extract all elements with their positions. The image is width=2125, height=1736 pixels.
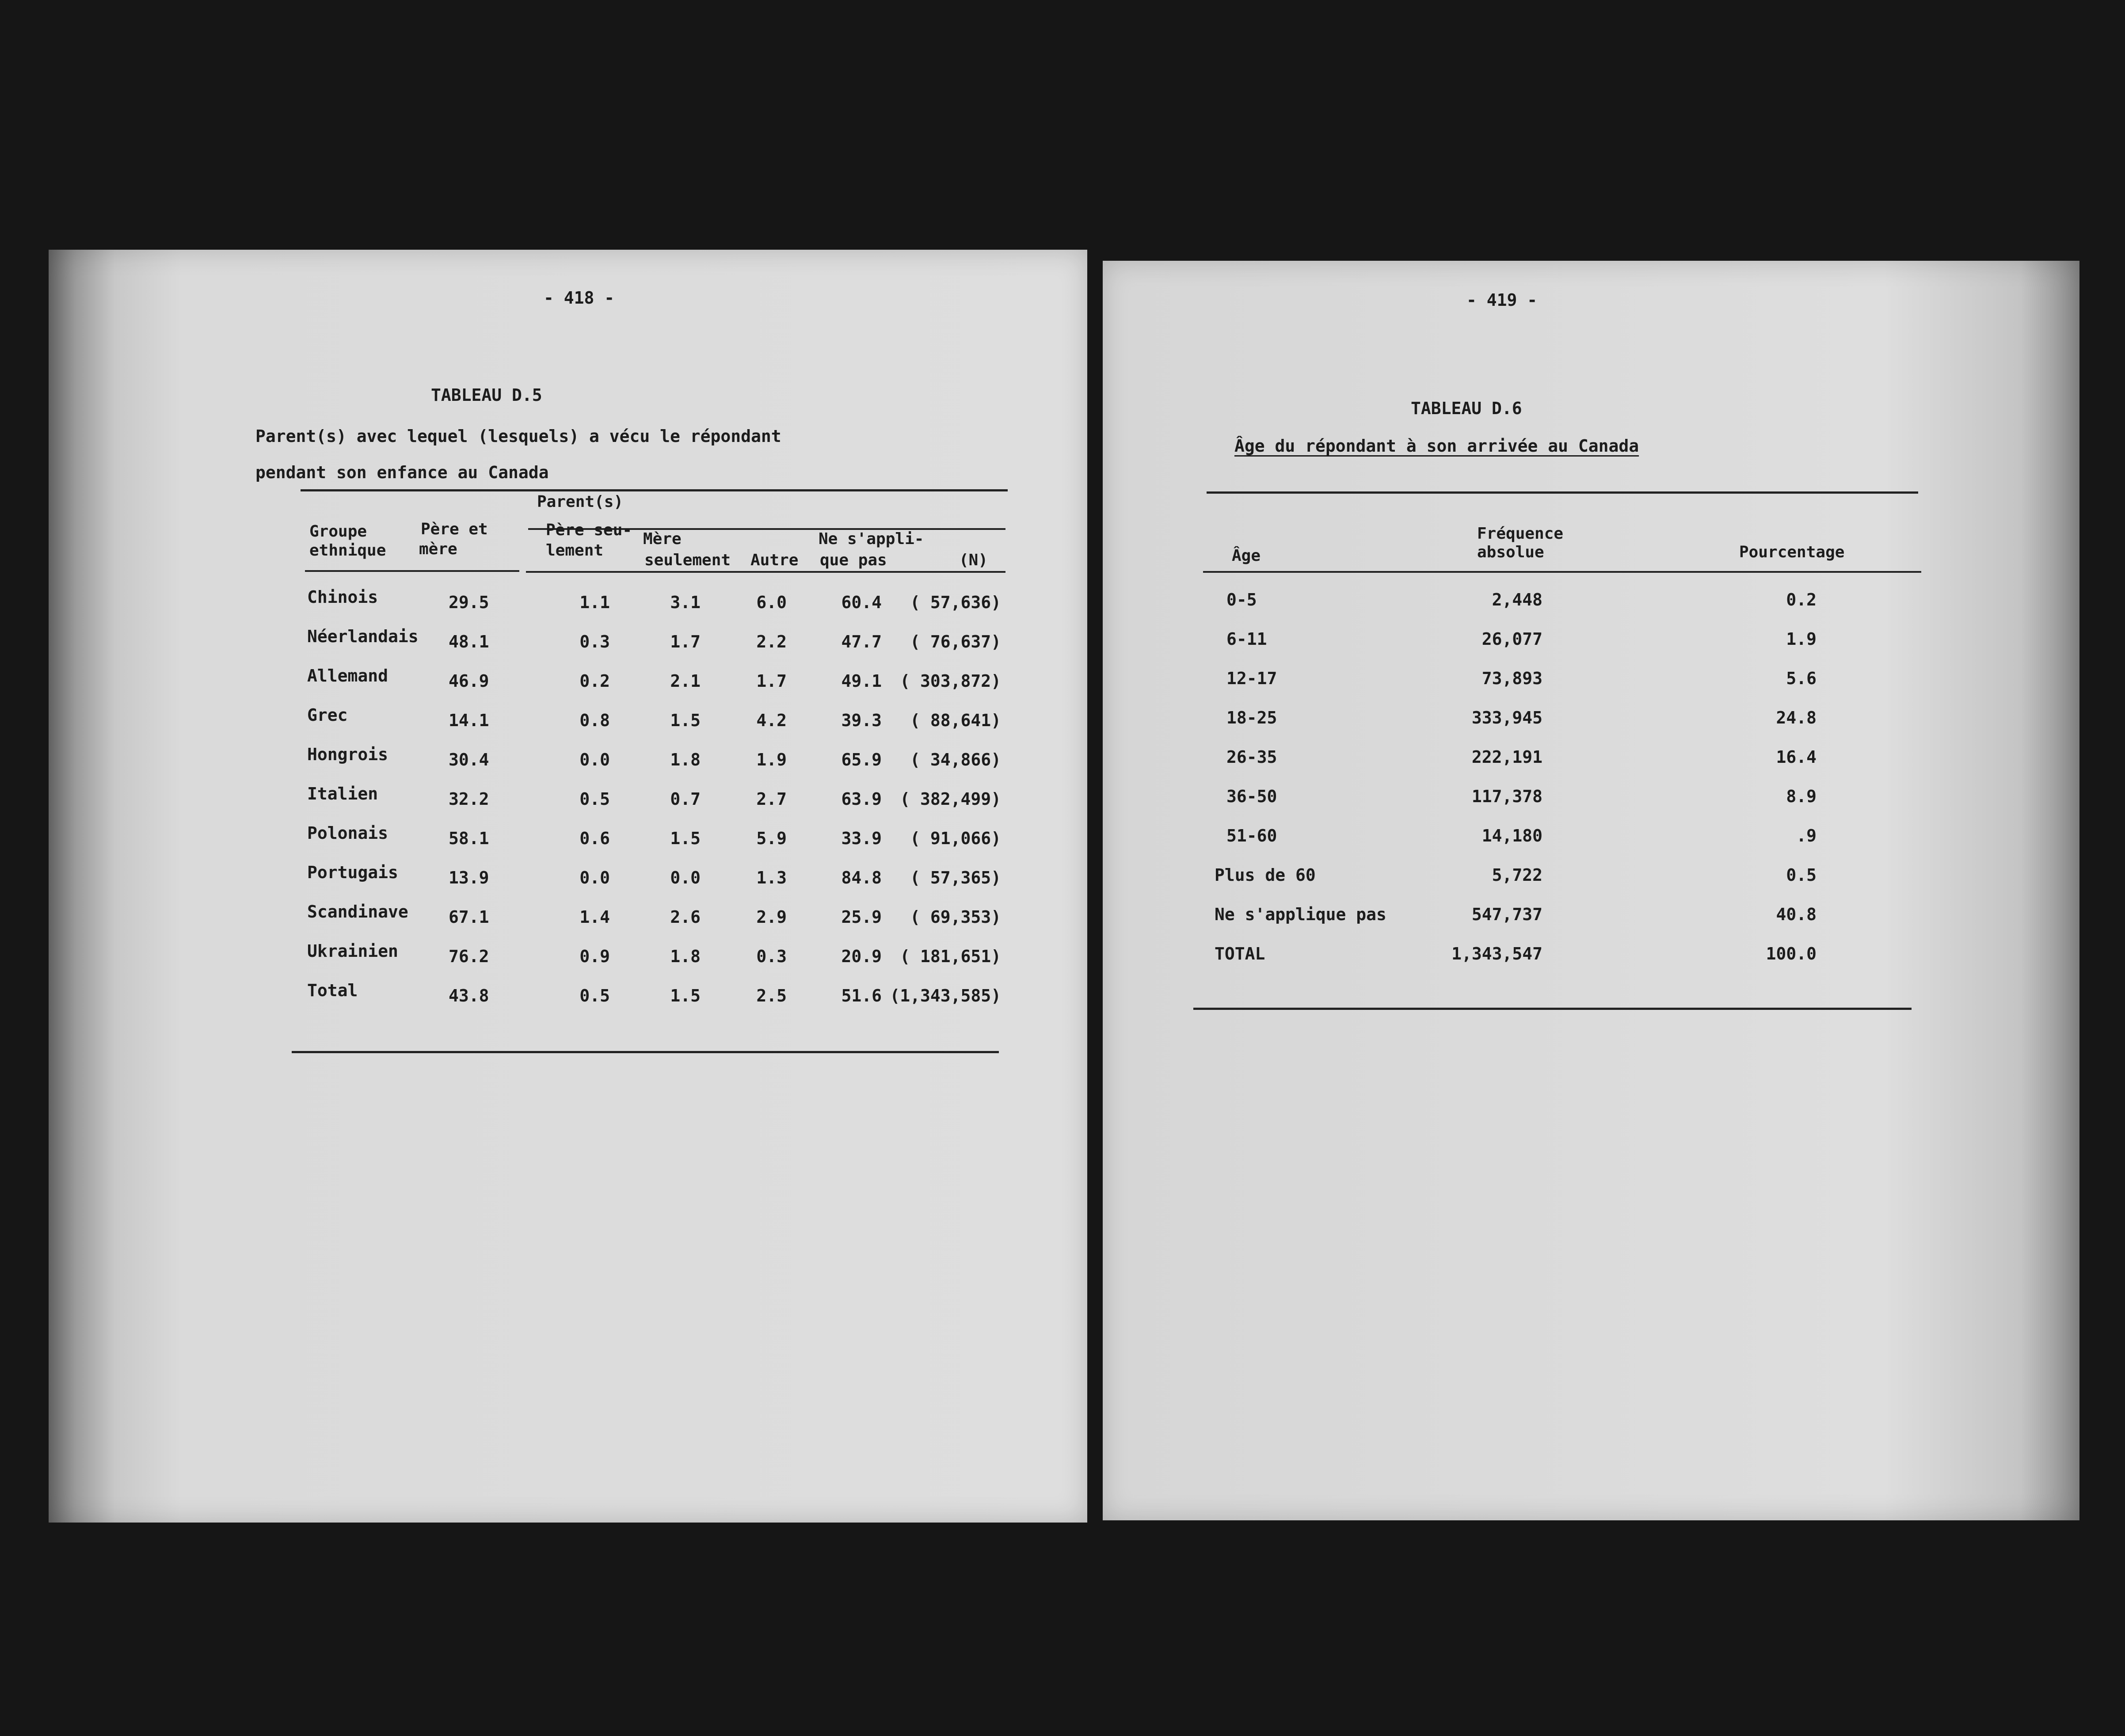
right-page-number: - 419 - [1466, 290, 1538, 310]
group-cell: Total [307, 981, 358, 1000]
age-cell: 0-5 [1226, 590, 1257, 609]
pere-et-mere-cell: 76.2 [449, 947, 489, 966]
autre-cell: 0.3 [756, 947, 787, 966]
age-cell: 51-60 [1226, 826, 1277, 845]
ne-sapplique-pas-cell: 25.9 [841, 907, 882, 927]
right-header-rule [1203, 571, 1921, 573]
group-cell: Allemand [307, 666, 388, 685]
pere-seulement-cell: 0.2 [579, 671, 610, 691]
n-cell: ( 88,641) [910, 711, 1001, 730]
ne-sapplique-pas-cell: 84.8 [841, 868, 882, 887]
right-bottom-rule [1193, 1008, 1912, 1010]
mere-seulement-cell: 3.1 [670, 593, 701, 612]
autre-cell: 2.7 [756, 789, 787, 809]
left-spanner: Parent(s) [537, 493, 624, 511]
right-table-title: TABLEAU D.6 [1411, 399, 1522, 418]
n-cell: ( 34,866) [910, 750, 1001, 769]
ne-sapplique-pas-cell: 39.3 [841, 711, 882, 730]
mere-seulement-cell: 0.7 [670, 789, 701, 809]
pere-seulement-cell: 1.1 [579, 593, 610, 612]
left-col-na-l2: que pas [820, 551, 887, 569]
ne-sapplique-pas-cell: 65.9 [841, 750, 882, 769]
pourcentage-cell: 40.8 [1776, 905, 1817, 924]
frequence-cell: 26,077 [1481, 629, 1542, 649]
pere-et-mere-cell: 13.9 [449, 868, 489, 887]
autre-cell: 6.0 [756, 593, 787, 612]
pere-seulement-cell: 0.3 [579, 632, 610, 651]
n-cell: ( 76,637) [910, 632, 1001, 651]
frequence-cell: 117,378 [1471, 787, 1542, 806]
pere-seulement-cell: 0.0 [579, 868, 610, 887]
frequence-cell: 2,448 [1492, 590, 1542, 609]
pere-et-mere-cell: 29.5 [449, 593, 489, 612]
frequence-cell: 333,945 [1471, 708, 1542, 727]
frequence-cell: 222,191 [1471, 747, 1542, 767]
pourcentage-cell: 5.6 [1786, 669, 1817, 688]
group-cell: Chinois [307, 587, 378, 607]
age-cell: TOTAL [1215, 944, 1265, 963]
autre-cell: 2.9 [756, 907, 787, 927]
group-cell: Hongrois [307, 745, 388, 764]
group-cell: Grec [307, 705, 348, 725]
left-header-rule-2 [526, 571, 1005, 573]
pere-et-mere-cell: 48.1 [449, 632, 489, 651]
autre-cell: 4.2 [756, 711, 787, 730]
autre-cell: 1.9 [756, 750, 787, 769]
age-cell: Plus de 60 [1215, 865, 1316, 885]
ne-sapplique-pas-cell: 49.1 [841, 671, 882, 691]
n-cell: ( 382,499) [900, 789, 1001, 809]
pourcentage-cell: 1.9 [1786, 629, 1817, 649]
right-top-rule [1207, 491, 1918, 494]
pourcentage-cell: 0.5 [1786, 865, 1817, 885]
group-cell: Ukrainien [307, 941, 398, 961]
pere-et-mere-cell: 43.8 [449, 986, 489, 1005]
left-bottom-rule [292, 1051, 999, 1053]
frequence-cell: 14,180 [1481, 826, 1542, 845]
mere-seulement-cell: 1.5 [670, 829, 701, 848]
right-col-age: Âge [1232, 547, 1261, 565]
left-col-ms-l2: seulement [644, 551, 731, 569]
autre-cell: 5.9 [756, 829, 787, 848]
left-col-autre: Autre [750, 551, 799, 569]
mere-seulement-cell: 1.8 [670, 947, 701, 966]
autre-cell: 2.2 [756, 632, 787, 651]
pere-seulement-cell: 0.5 [579, 789, 610, 809]
age-cell: Ne s'applique pas [1215, 905, 1386, 924]
autre-cell: 1.3 [756, 868, 787, 887]
n-cell: ( 91,066) [910, 829, 1001, 848]
pere-et-mere-cell: 32.2 [449, 789, 489, 809]
right-caption: Âge du répondant à son arrivée au Canada [1234, 436, 1639, 456]
left-top-rule [301, 489, 1008, 491]
group-cell: Néerlandais [307, 627, 419, 646]
mere-seulement-cell: 2.1 [670, 671, 701, 691]
pourcentage-cell: .9 [1796, 826, 1817, 845]
age-cell: 36-50 [1226, 787, 1277, 806]
left-col-pm-l2: mère [419, 540, 457, 558]
pere-seulement-cell: 0.5 [579, 986, 610, 1005]
left-page-number: - 418 - [544, 288, 615, 308]
left-table-title: TABLEAU D.5 [431, 385, 542, 405]
frequence-cell: 5,722 [1492, 865, 1542, 885]
autre-cell: 2.5 [756, 986, 787, 1005]
ne-sapplique-pas-cell: 51.6 [841, 986, 882, 1005]
left-caption-line2: pendant son enfance au Canada [255, 463, 549, 482]
frequence-cell: 547,737 [1471, 905, 1542, 924]
left-col-n: (N) [959, 551, 988, 569]
mere-seulement-cell: 1.7 [670, 632, 701, 651]
pere-seulement-cell: 0.9 [579, 947, 610, 966]
ne-sapplique-pas-cell: 60.4 [841, 593, 882, 612]
left-col-group-l1: Groupe [309, 522, 367, 541]
mere-seulement-cell: 1.8 [670, 750, 701, 769]
right-col-freq-l1: Fréquence [1477, 525, 1564, 543]
autre-cell: 1.7 [756, 671, 787, 691]
group-cell: Polonais [307, 823, 388, 843]
pere-seulement-cell: 0.0 [579, 750, 610, 769]
frequence-cell: 73,893 [1481, 669, 1542, 688]
group-cell: Scandinave [307, 902, 408, 921]
pere-et-mere-cell: 30.4 [449, 750, 489, 769]
left-col-ps-l1: Père seu- [546, 521, 632, 539]
ne-sapplique-pas-cell: 33.9 [841, 829, 882, 848]
pourcentage-cell: 100.0 [1766, 944, 1817, 963]
group-cell: Portugais [307, 863, 398, 882]
n-cell: ( 69,353) [910, 907, 1001, 927]
n-cell: ( 181,651) [900, 947, 1001, 966]
pere-et-mere-cell: 14.1 [449, 711, 489, 730]
n-cell: (1,343,585) [890, 986, 1001, 1005]
pere-seulement-cell: 0.6 [579, 829, 610, 848]
age-cell: 12-17 [1226, 669, 1277, 688]
age-cell: 6-11 [1226, 629, 1267, 649]
n-cell: ( 57,365) [910, 868, 1001, 887]
left-col-ms-l1: Mère [643, 530, 682, 548]
n-cell: ( 303,872) [900, 671, 1001, 691]
pere-et-mere-cell: 46.9 [449, 671, 489, 691]
left-header-rule-1 [305, 570, 519, 572]
pere-seulement-cell: 1.4 [579, 907, 610, 927]
pere-et-mere-cell: 58.1 [449, 829, 489, 848]
ne-sapplique-pas-cell: 47.7 [841, 632, 882, 651]
pere-et-mere-cell: 67.1 [449, 907, 489, 927]
left-caption-line1: Parent(s) avec lequel (lesquels) a vécu le répondant [255, 426, 781, 446]
mere-seulement-cell: 1.5 [670, 711, 701, 730]
right-col-pct: Pourcentage [1739, 543, 1845, 561]
ne-sapplique-pas-cell: 63.9 [841, 789, 882, 809]
age-cell: 26-35 [1226, 747, 1277, 767]
group-cell: Italien [307, 784, 378, 803]
n-cell: ( 57,636) [910, 593, 1001, 612]
frequence-cell: 1,343,547 [1451, 944, 1542, 963]
mere-seulement-cell: 2.6 [670, 907, 701, 927]
mere-seulement-cell: 1.5 [670, 986, 701, 1005]
left-col-na-l1: Ne s'appli- [819, 530, 924, 548]
left-col-pm-l1: Père et [421, 520, 488, 538]
pere-seulement-cell: 0.8 [579, 711, 610, 730]
pourcentage-cell: 8.9 [1786, 787, 1817, 806]
pourcentage-cell: 0.2 [1786, 590, 1817, 609]
pourcentage-cell: 16.4 [1776, 747, 1817, 767]
ne-sapplique-pas-cell: 20.9 [841, 947, 882, 966]
mere-seulement-cell: 0.0 [670, 868, 701, 887]
right-col-freq-l2: absolue [1477, 543, 1544, 561]
pourcentage-cell: 24.8 [1776, 708, 1817, 727]
age-cell: 18-25 [1226, 708, 1277, 727]
left-col-group-l2: ethnique [309, 541, 386, 560]
left-col-ps-l2: lement [546, 541, 604, 560]
